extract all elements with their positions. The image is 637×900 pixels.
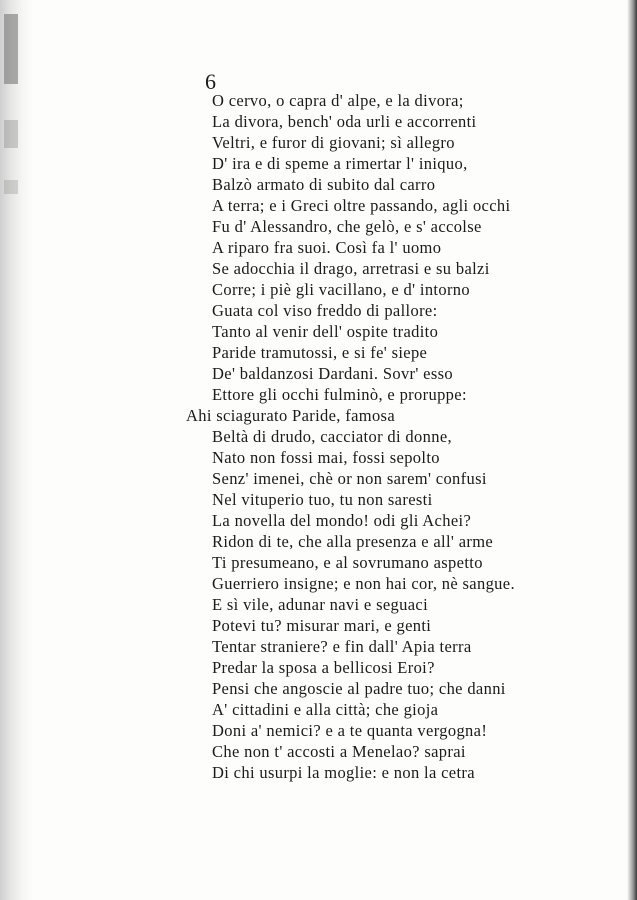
verse-line: Nato non fossi mai, fossi sepolto [212, 448, 440, 467]
verse-line: O cervo, o capra d' alpe, e la divora; [212, 91, 464, 110]
verse-line: Potevi tu? misurar mari, e genti [212, 616, 432, 635]
verse-line: Tanto al venir dell' ospite tradito [212, 322, 439, 341]
verse-line: Nel vituperio tuo, tu non saresti [212, 490, 433, 509]
page-edge-shadow [627, 0, 637, 900]
verse-line-speech-start: Ahi sciagurato Paride, famosa [186, 406, 396, 425]
page-binding-shadow [0, 0, 34, 900]
verse-line: Beltà di drudo, cacciator di donne, [212, 427, 452, 446]
verse-line: Veltri, e furor di giovani; sì allegro [212, 133, 455, 152]
verse-line: Tentar straniere? e fin dall' Apia terra [212, 637, 472, 656]
verse-line: Predar la sposa a bellicosi Eroi? [212, 658, 435, 677]
verse-line: A' cittadini e alla città; che gioja [212, 700, 439, 719]
verse-line: Ridon di te, che alla presenza e all' arme [212, 532, 494, 551]
verse-line: Corre; i piè gli vacillano, e d' intorno [212, 280, 470, 299]
verse-line: Se adocchia il drago, arretrasi e su balzi [212, 259, 490, 278]
verse-line: Guerriero insigne; e non hai cor, nè sangue. [212, 574, 515, 593]
verse-line: A riparo fra suoi. Così fa l' uomo [212, 238, 442, 257]
binding-stain [4, 14, 18, 84]
verse-line: Senz' imenei, chè or non sarem' confusi [212, 469, 487, 488]
verse-line: Ettore gli occhi fulminò, e proruppe: [212, 385, 467, 404]
verse-line: La divora, bench' oda urli e accorrenti [212, 112, 477, 131]
verse-line: De' baldanzosi Dardani. Sovr' esso [212, 364, 453, 383]
verse-line: Fu d' Alessandro, che gelò, e s' accolse [212, 217, 482, 236]
verse-line: A terra; e i Greci oltre passando, agli occhi [212, 196, 511, 215]
verse-line: E sì vile, adunar navi e seguaci [212, 595, 428, 614]
verse-line: Che non t' accosti a Menelao? saprai [212, 742, 466, 761]
verse-line: Guata col viso freddo di pallore: [212, 301, 438, 320]
binding-stain [4, 120, 18, 148]
verse-line: Doni a' nemici? e a te quanta vergogna! [212, 721, 488, 740]
binding-stain [4, 180, 18, 194]
verse-line: Pensi che angoscie al padre tuo; che danni [212, 679, 506, 698]
page-number: 6 [205, 69, 216, 94]
verse-line: Ti presumeano, e al sovrumano aspetto [212, 553, 483, 572]
verse-line: Paride tramutossi, e si fe' siepe [212, 343, 428, 362]
verse-line: D' ira e di speme a rimertar l' iniquo, [212, 154, 468, 173]
verse-line: La novella del mondo! odi gli Achei? [212, 511, 472, 530]
verse-line: Di chi usurpi la moglie: e non la cetra [212, 763, 475, 782]
verse-line: Balzò armato di subito dal carro [212, 175, 436, 194]
